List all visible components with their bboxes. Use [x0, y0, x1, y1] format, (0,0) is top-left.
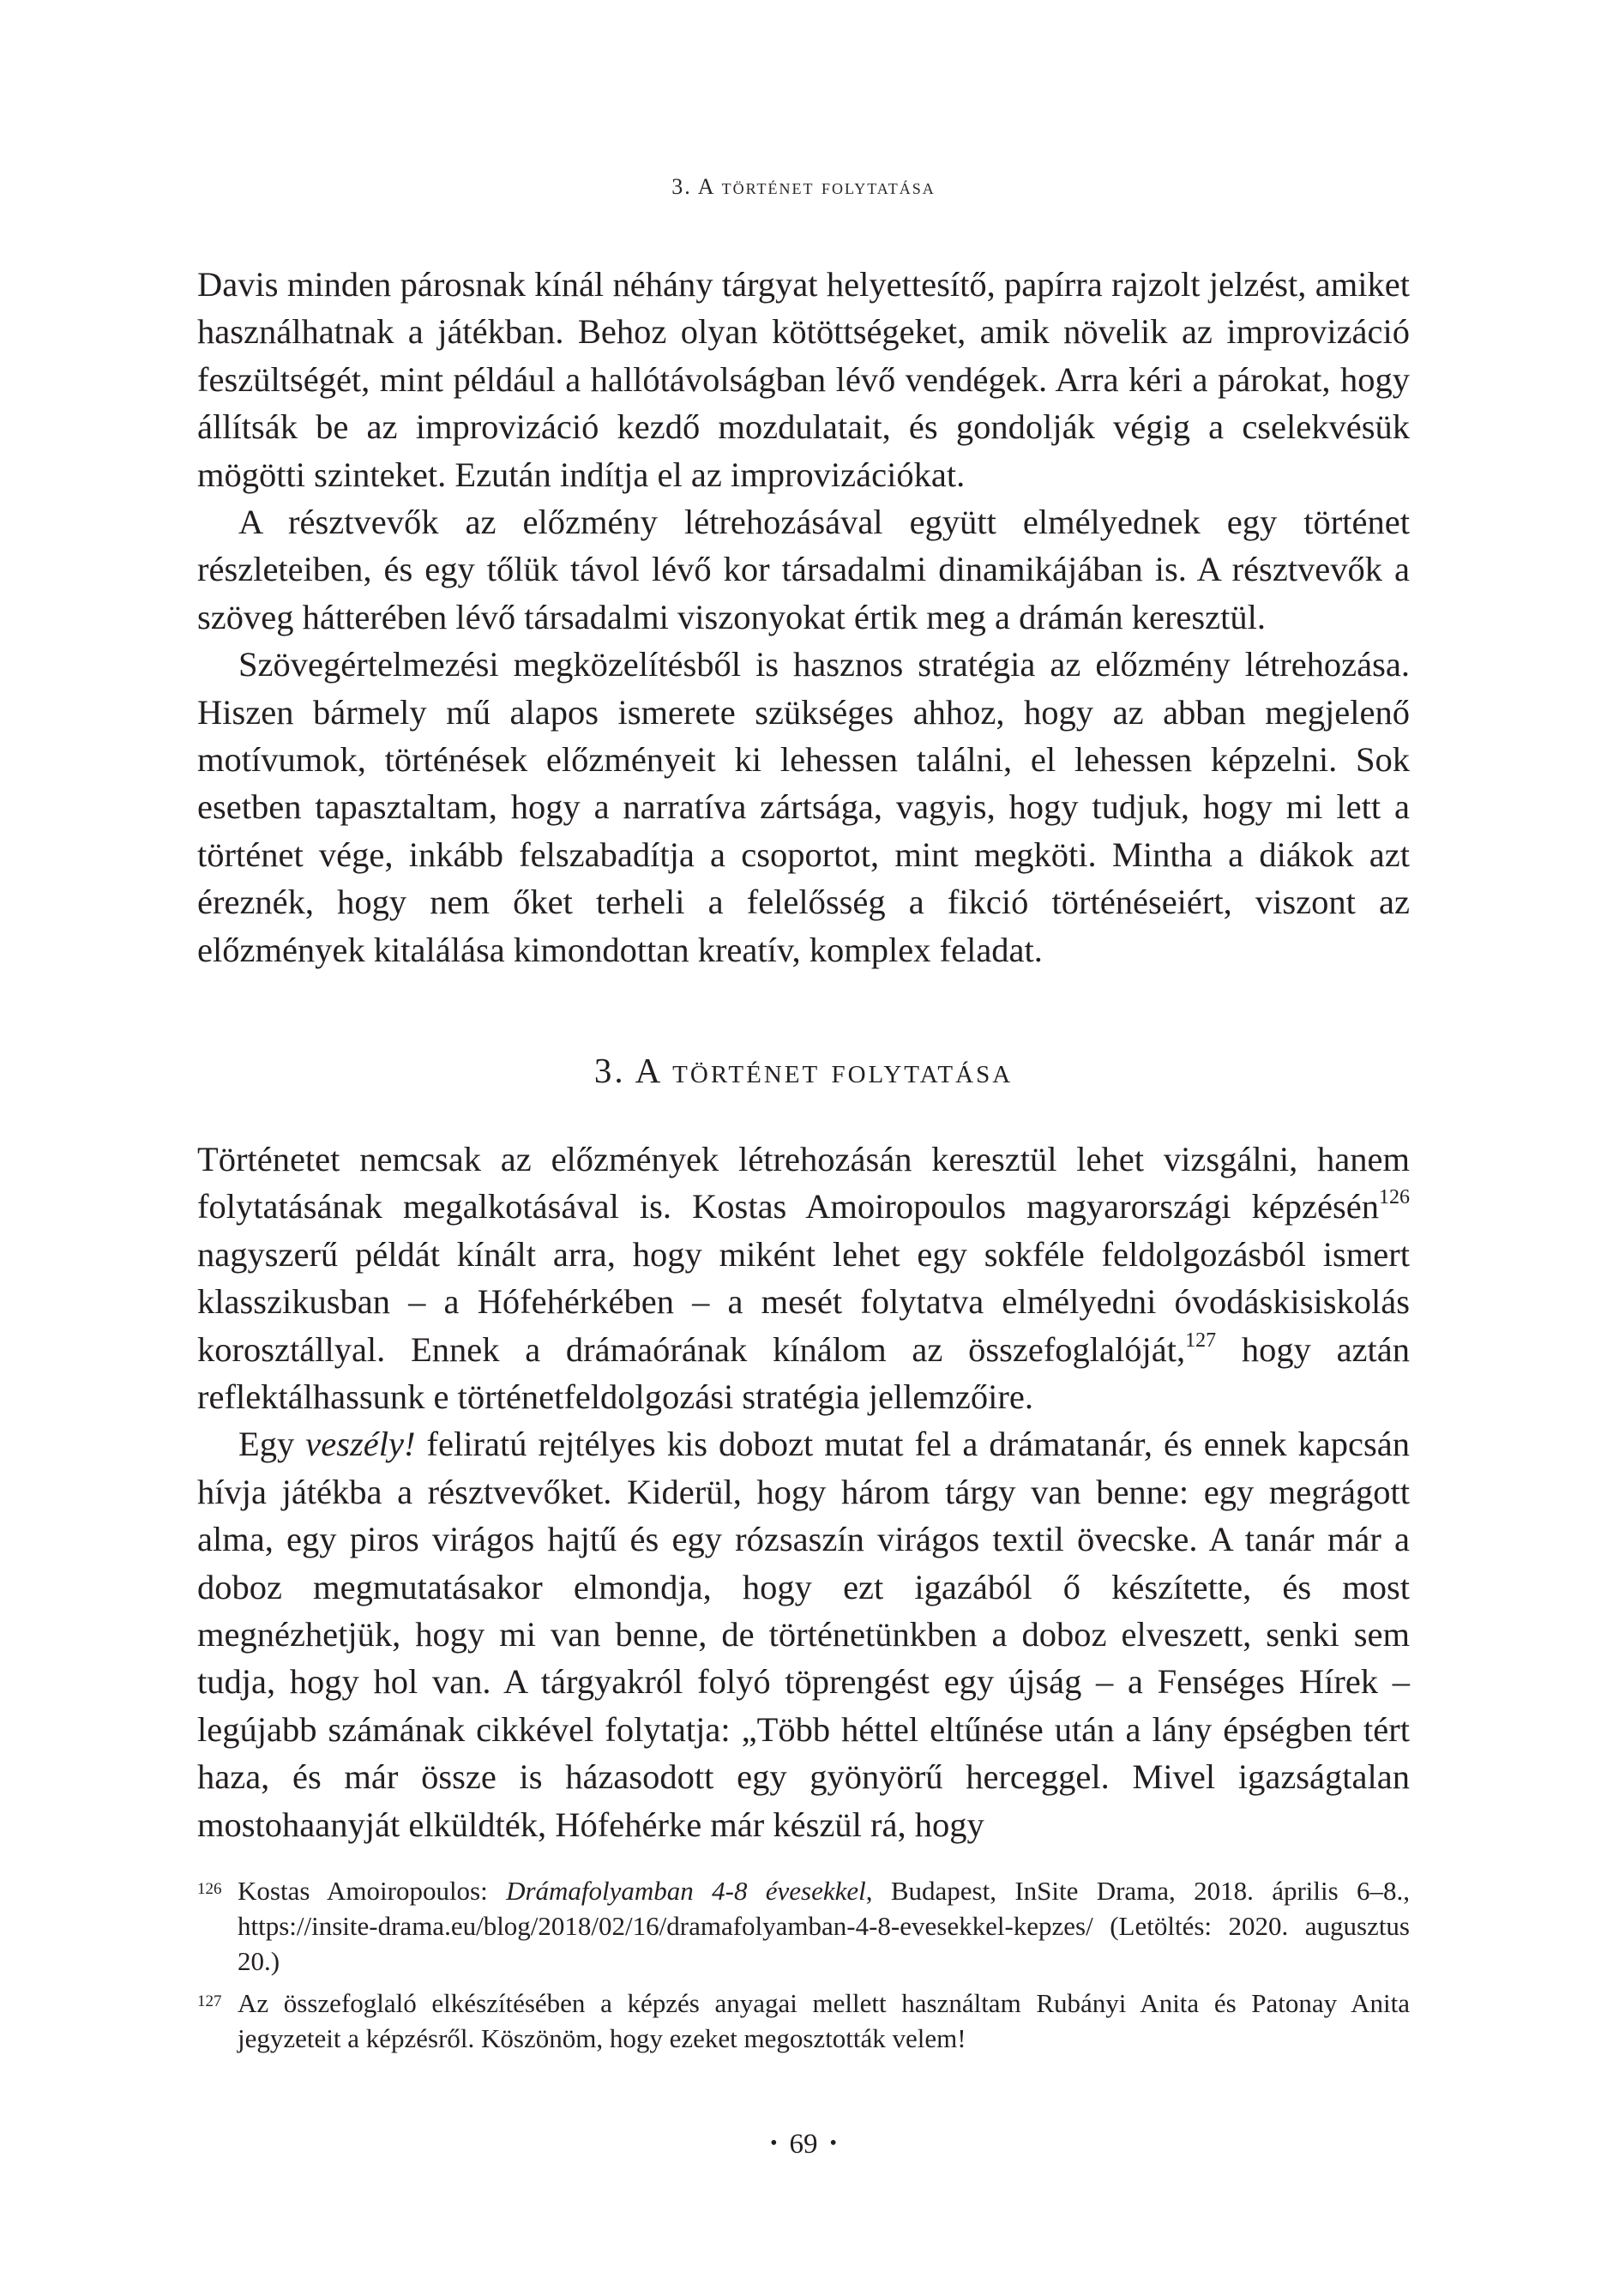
- paragraph-egy-veszely: [197, 1420, 1410, 1848]
- footnote-ref-127: 127: [1185, 1329, 1217, 1352]
- bullet-icon: •: [770, 2132, 778, 2154]
- footnote-text: Kostas Amoiropoulos:: [238, 1876, 507, 1906]
- footnote-126: [197, 1873, 1410, 1979]
- footnote-ref-126: 126: [1379, 1186, 1410, 1209]
- paragraph-tortenetet: [197, 1136, 1410, 1420]
- italic-term: veszély!: [305, 1425, 416, 1464]
- footnote-title: Drámafolyamban 4-8 évesekkel: [506, 1876, 866, 1906]
- paragraph-resztvevok: A résztvevők az előzmény létrehozásával együtt elmélyednek egy történet részleteiben, és egy tőlük távol lévő kor társadalmi dinamikájában is. A résztvevők a szöveg hátterében lévő társadalmi viszonyokat értik meg a drámán keresztül.: [197, 503, 1410, 636]
- bullet-icon: •: [829, 2132, 837, 2154]
- paragraph-text: Egy: [238, 1425, 306, 1464]
- page-number: [197, 2129, 1410, 2160]
- section-text: [197, 1136, 1410, 1848]
- paragraph-text: feliratú rejtélyes kis dobozt mutat fel a drámatanár, és ennek kapcsán hívja játékba a résztvevőket. Kiderül, hogy három tárgy van benne: egy megrágott alma, egy piros virágos hajtű és egy rózsaszín virágos textil övecske. A tanár már a doboz megmutatásakor elmondja, hogy ezt igazából ő készítette, és most megnézhetjük, hogy mi van benne, de történetünkben a doboz elveszett, senki sem tudja, hogy hol van. A tárgyakról folyó töprengést egy újság – a Fenséges Hírek – legújabb számának cikkével folytatja: „Több héttel eltűnése után a lány épségben tért haza, és már össze is házasodott egy gyönyörű herceggel. Mivel igazságtalan mostohaanyját elküldték, Hófehérke már készül rá, hogy: [197, 1425, 1410, 1844]
- paragraph-text: Történetet nemcsak az előzmények létrehozásán keresztül lehet vizsgálni, hanem folytatásának megalkotásával is. Kostas Amoiropoulos magyarországi képzésén: [197, 1140, 1410, 1226]
- footnote-number: 126: [197, 1880, 222, 1898]
- page-number-value: 69: [789, 2129, 818, 2160]
- footnote-text: , Budapest, InSite Drama, 2018. április 6–8., https://insite-drama.eu/blog/2018/02/16/dramafolyamban-4-8-evesekkel-kepzes/ (Letöltés: 2020. augusztus 20.): [238, 1876, 1411, 1976]
- paragraph-szovegertelmezes: Szövegértelmezési megközelítésből is hasznos stratégia az előzmény létrehozása. Hiszen bármely mű alapos ismerete szükséges ahhoz, hogy az abban megjelenő motívumok, történések előzményeit ki lehessen találni, el lehessen képzelni. Sok esetben tapasztaltam, hogy a narratíva zártsága, vagyis, hogy tudjuk, hogy mi lett a történet vége, inkább felszabadítja a csoportot, mint megköti. Mintha a diákok azt éreznék, hogy nem őket terheli a felelősség a fikció történéseiért, viszont az előzmények kitalálása kimondottan kreatív, komplex feladat.: [197, 645, 1410, 969]
- paragraph-text: nagyszerű példát kínált arra, hogy miként lehet egy sokféle feldolgozásból ismert klasszikusban – a Hófehérkében – a mesét folytatva elmélyedni óvodáskisiskolás korosztállyal. Ennek a drámaórának kínálom az összefoglalóját,: [197, 1234, 1410, 1369]
- footnote-number: 127: [197, 1992, 222, 2010]
- footnote-text: Az összefoglaló elkészítésében a képzés anyagai mellett használtam Rubányi Anita és Patonay Anita jegyzeteit a képzésről. Köszönöm, hogy ezeket megosztották velem!: [238, 1988, 1410, 2053]
- footnote-127: [197, 1986, 1410, 2056]
- intro-text: [197, 261, 1410, 973]
- footnotes: [197, 1873, 1410, 2063]
- section-heading: 3. A történet folytatása: [593, 1051, 1014, 1090]
- paragraph-davis: Davis minden párosnak kínál néhány tárgyat helyettesítő, papírra rajzolt jelzést, amiket használhatnak a játékban. Behoz olyan kötöttségeket, amik növelik az improvizáció feszültségét, mint például a hallótávolságban lévő vendégek. Arra kéri a párokat, hogy állítsák be az improvizáció kezdő mozdulatait, és gondolják végig a cselekvésük mögötti szinteket. Ezután indítja el az improvizációkat.: [197, 265, 1410, 494]
- paragraph-text: hogy aztán reflektálhassunk e történetfeldolgozási stratégia jellemzőire.: [197, 1329, 1410, 1417]
- running-head: 3. A történet folytatása: [671, 174, 936, 199]
